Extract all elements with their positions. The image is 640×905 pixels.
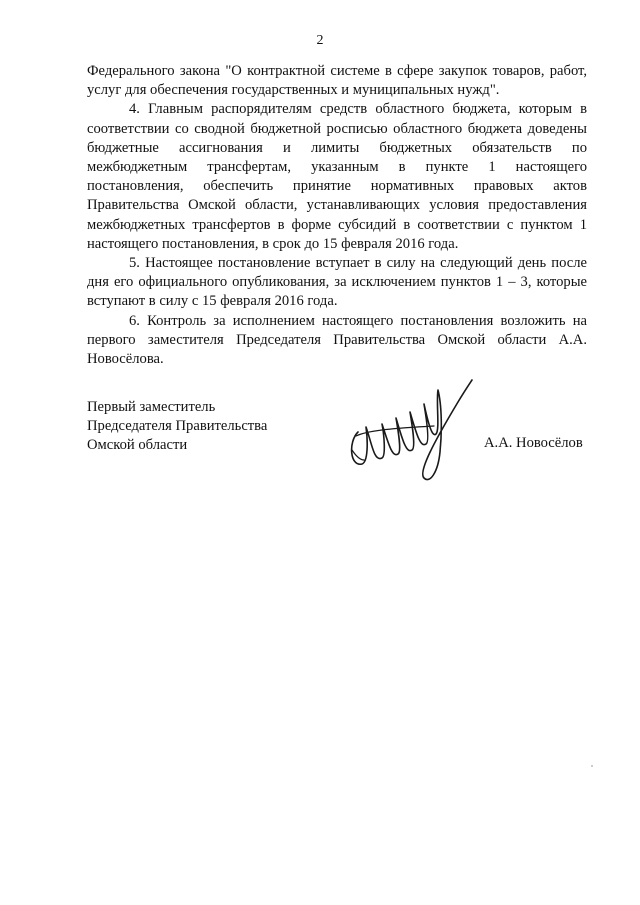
paragraph-6: 6. Контроль за исполнением настоящего постановления возложить на первого заместителя Председателя Правительства Омской области А.А. Новосёлова. (87, 312, 587, 368)
page-number: 2 (316, 33, 324, 48)
signatory-title (87, 398, 267, 456)
paragraph-5: 5. Настоящее постановление вступает в силу на следующий день после дня его официального опубликования, за исключением пунктов 1 – 3, которые вступают в силу с 15 февраля 2016 года. (87, 255, 587, 310)
document-body (87, 62, 587, 369)
signatory-title-line-2: Председателя Правительства (87, 418, 268, 435)
scan-speck (591, 765, 593, 767)
signatory-title-line-1: Первый заместитель (87, 399, 216, 415)
paragraph-continuation: Федерального закона "О контрактной системе в сфере закупок товаров, работ, услуг для обеспечения государственных и муниципальных нужд". (87, 63, 587, 99)
paragraph-4: 4. Главным распорядителям средств областного бюджета, которым в соответствии со сводной бюджетной росписью областного бюджета доведены бюджетные ассигнования и лимиты бюджетных обязательств по межбюджетным трансфертам, указанным в пункте 1 настоящего постановления, обеспечить принятие нормативных правовых актов Правительства Омской области, устанавливающих условия предоставления межбюджетных трансфертов в форме субсидий в соответствии с пунктом 1 настоящего постановления, в срок до 15 февраля 2016 года. (87, 101, 587, 252)
signatory-title-line-3: Омской области (87, 437, 188, 454)
handwritten-signature (338, 372, 478, 492)
signatory-name: А.А. Новосёлов (484, 435, 583, 451)
